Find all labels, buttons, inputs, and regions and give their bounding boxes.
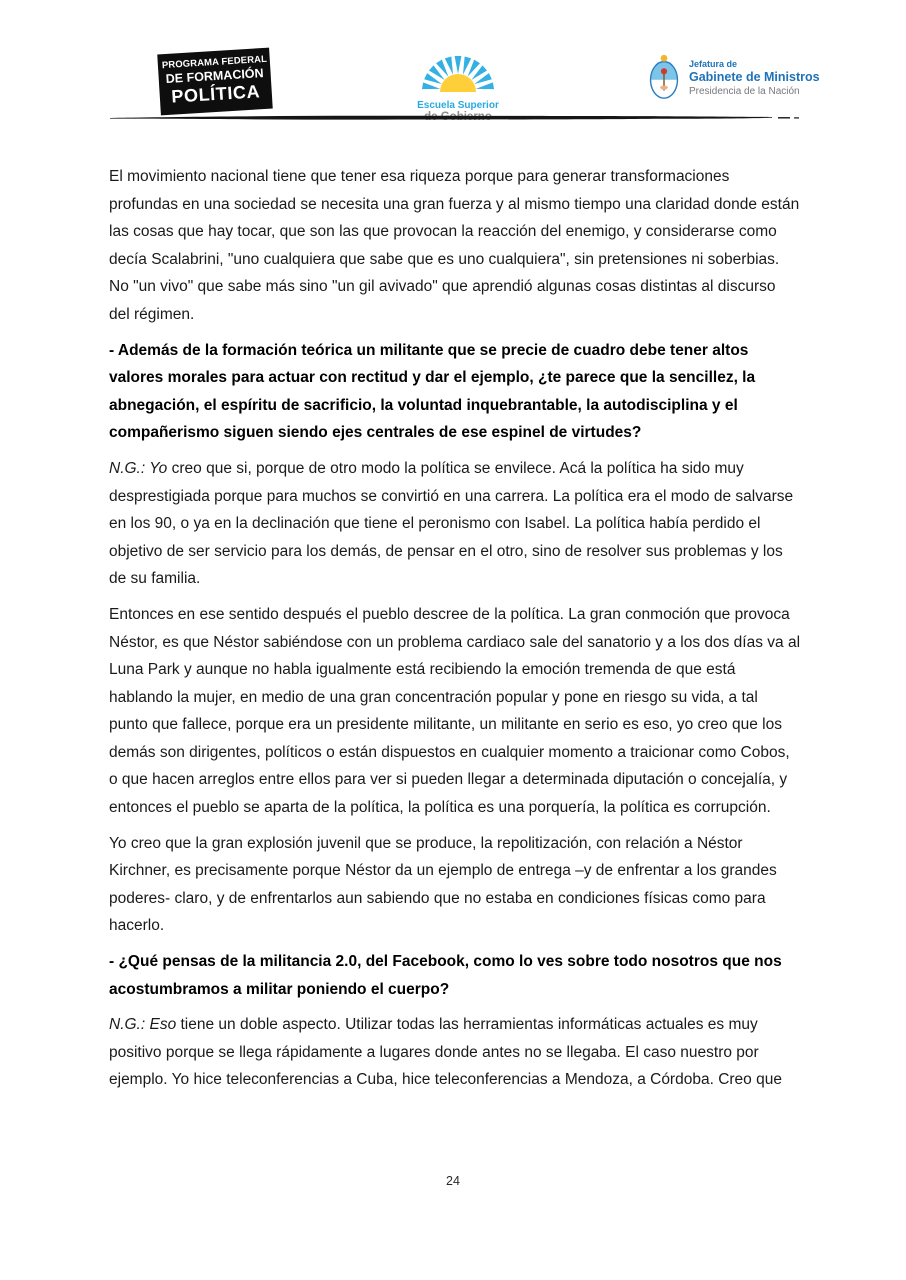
paragraph-text: creo que si, porque de otro modo la política se envilece. Acá la política ha sido muy desprestigiada porque para muchos se convirtió en una carrera. La política era el modo de salvarse en los 90, o ya en la declinación que tiene el peronismo con Isabel. La política había perdido el objetivo de ser servicio para los demás, de pensar en el otro, sino de resolver sus problemas y los de su familia. [109,459,794,588]
cabinet-logo-line1: Jefatura de [689,59,738,69]
paragraph-text: - Además de la formación teórica un militante que se precie de cuadro debe tener altos valores morales para actuar con rectitud y dar el ejemplo, ¿te parece que la sencillez, la abnegación, el espíritu de sacrificio, la voluntad inquebrantable, la autodisciplina y el compañerismo siguen siendo ejes centrales de ese espinel de virtudes? [109,341,756,442]
document-body [109,163,800,1102]
programa-federal-logo [157,48,273,116]
cabinet-logo-text [689,59,820,97]
page-number: 24 [446,1174,460,1188]
cabinet-logo-line2: Gabinete de Ministros [689,70,820,84]
cabinet-logo-line3: Presidencia de la Nación [689,86,800,97]
sun-icon [418,48,498,93]
paragraph [109,163,800,329]
program-logo-line3: POLÍTICA [170,81,261,107]
paragraph [109,1011,800,1094]
speaker-label: N.G.: Eso [109,1016,177,1034]
paragraph-text: Yo creo que la gran explosión juvenil que se produce, la repolitización, con relación a Néstor Kirchner, es precisamente porque Néstor da un ejemplo de entrega –y de enfrentar a los grandes poderes- claro, y de enfrentarlos aun sabiendo que no estaba en condiciones físicas como para hacerlo. [109,834,777,935]
jefatura-gabinete-logo [646,53,820,103]
program-logo-line1: PROGRAMA FEDERAL [161,53,268,72]
paragraph-text: - ¿Qué pensas de la militancia 2.0, del Facebook, como lo ves sobre todo nosotros que nos acostumbramos a militar poniendo el cuerpo? [109,953,782,998]
school-logo-line1: Escuela Superior [417,100,499,111]
paragraph-text: tiene un doble aspecto. Utilizar todas las herramientas informáticas actuales es muy positivo porque se llega rápidamente a lugares donde antes no se llegaba. El caso nuestro por ejemplo. Yo hice teleconferencias a Cuba, hice teleconferencias a Mendoza, a Córdoba. Creo que [109,1016,782,1089]
interview-question [109,337,800,447]
paragraph [109,455,800,593]
paragraph [109,601,800,822]
paragraph-text: El movimiento nacional tiene que tener esa riqueza porque para generar transformaciones profundas en una sociedad se necesita una gran fuerza y al mismo tiempo una claridad donde están las cosas que hay tocar, que son las que provocan la reacción del enemigo, y considerarse como decía Scalabrini, "uno cualquiera que sabe que es uno cualquiera", sin pretensiones ni soberbias. No "un vivo" que sabe más sino "un gil avivado" que aprendió algunas cosas distintas al discurso del régimen. [109,168,800,323]
interview-question [109,948,800,1003]
speaker-label: N.G.: Yo [109,459,168,477]
paragraph [109,830,800,940]
paragraph-text: Entonces en ese sentido después el pueblo descree de la política. La gran conmoción que provoca Néstor, es que Néstor sabiéndose con un problema cardiaco sale del sanatorio y a los dos días va al Luna Park y aunque no habla igualmente está recibiendo la emoción tremenda de que está hablando la mujer, en medio de una gran concentración popular y pone en riesgo su vida, a tal punto que fallece, porque era un presidente militante, un militante en serio es eso, yo creo que los demás son dirigentes, políticos o están dispuestos en cualquier momento a traicionar como Cobos, o que hacen arreglos entre ellos para ver si pueden llegar a determinada diputación o concejalía, y entonces el pueblo se aparta de la política, la política es una porquería, la política es corrupción. [109,605,801,817]
hand-drawn-divider [110,111,800,125]
program-logo-line2: DE FORMACIÓN [165,66,264,86]
argentina-coat-of-arms-icon [646,53,682,103]
